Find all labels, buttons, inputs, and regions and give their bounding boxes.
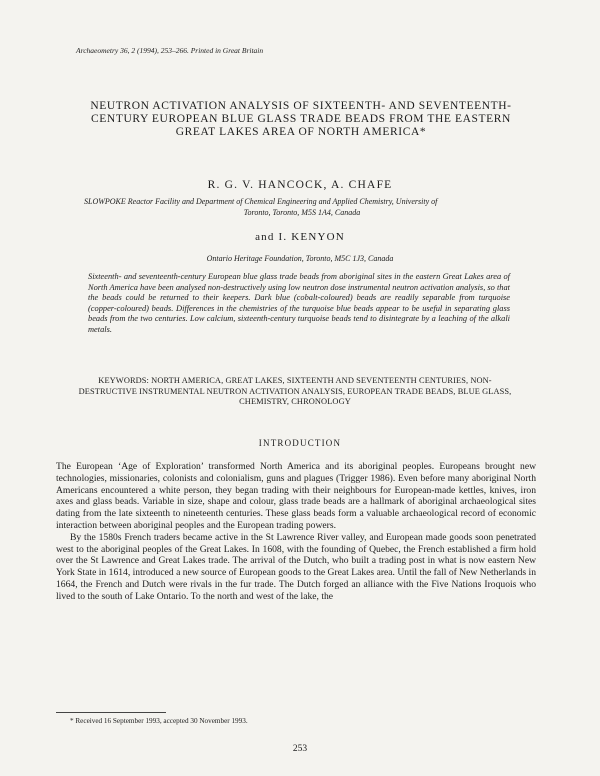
affiliation-2: Ontario Heritage Foundation, Toronto, M5C 1J3, Canada xyxy=(206,254,394,263)
paper-title: NEUTRON ACTIVATION ANALYSIS OF SIXTEENTH- AND SEVENTEENTH-CENTURY EUROPEAN BLUE GLASS TRADE BEADS FROM THE EASTERN GREAT LAKES AREA OF NORTH AMERICA* xyxy=(90,99,512,138)
affiliation-1 xyxy=(84,196,520,218)
page-number: 253 xyxy=(292,744,308,754)
footnote-rule xyxy=(56,712,166,713)
body-text xyxy=(56,461,536,603)
paragraph: By the 1580s French traders became active in the St Lawrence River valley, and European made goods soon penetrated west to the aboriginal peoples of the Great Lakes. In 1608, with the founding of Quebec, the French established a firm hold over the St Lawrence and Great Lakes trade. The arrival of the Dutch, who built a trading post in what is now eastern New York State in 1614, introduced a new source of European goods to the Great Lakes area. Until the fall of New Netherlands in 1664, the French and Dutch were rivals in the fur trade. The Dutch forged an alliance with the Five Nations Iroquois who lived to the south of Lake Ontario. To the north and west of the lake, the xyxy=(56,531,536,602)
keywords: KEYWORDS: NORTH AMERICA, GREAT LAKES, SIXTEENTH AND SEVENTEENTH CENTURIES, NON-DESTRUCTIVE INSTRUMENTAL NEUTRON ACTIVATION ANALYSIS, EUROPEAN TRADE BEADS, BLUE GLASS, CHEMISTRY, CHRONOLOGY xyxy=(78,376,512,407)
section-heading-introduction: INTRODUCTION xyxy=(258,438,342,448)
affiliation-1-line-a: SLOWPOKE Reactor Facility and Department of Chemical Engineering and Applied Chemistry, University of xyxy=(84,197,438,206)
author-line-2: and I. KENYON xyxy=(255,231,345,243)
footnote: * Received 16 September 1993, accepted 30 November 1993. xyxy=(70,717,248,725)
abstract: Sixteenth- and seventeenth-century European blue glass trade beads from aboriginal sites in the eastern Great Lakes area of North America have been analysed non-destructively using low neutron dose instrumental neutron activation analysis, so that the beads could be returned to their keepers. Dark blue (cobalt-coloured) beads are readily separable from turquoise (copper-coloured) beads. Differences in the chemistries of the turquoise blue beads appear to be useful in separating glass beads from the two centuries. Low calcium, sixteenth-century turquoise beads tend to disintegrate by a leaching of the alkali metals. xyxy=(88,272,510,334)
journal-citation: Archaeometry 36, 2 (1994), 253–266. Printed in Great Britain xyxy=(76,46,264,55)
affiliation-1-line-b: Toronto, Toronto, M5S 1A4, Canada xyxy=(243,208,361,217)
paragraph: The European ‘Age of Exploration’ transformed North America and its aboriginal peoples. Europeans brought new technologies, missionaries, colonists and colonialism, guns and plagues (Trigger 1986). Even before many aboriginal North Americans encountered a white person, they began trading with their neighbours for European-made kettles, knives, iron axes and glass beads. Variable in size, shape and colour, glass trade beads are a hallmark of aboriginal archaeological sites dating from the late sixteenth to nineteenth centuries. These glass beads form a valuable archaeological record of economic interaction between aboriginal peoples and the European trading powers. xyxy=(56,461,536,531)
author-line-1: R. G. V. HANCOCK, A. CHAFE xyxy=(207,179,393,191)
